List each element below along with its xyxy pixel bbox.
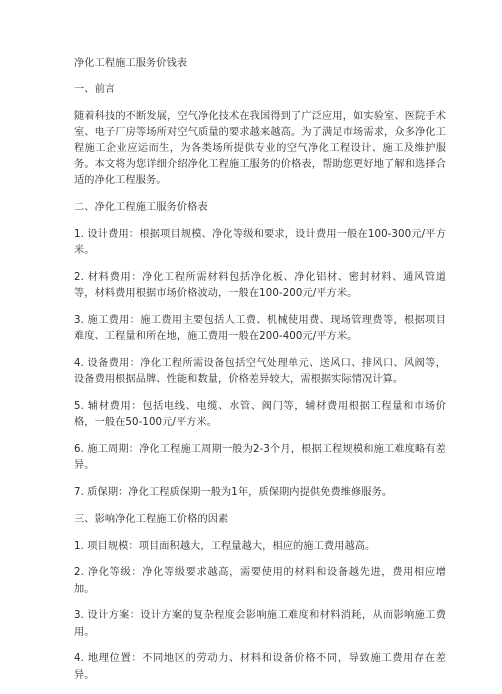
list-item-auxiliary-fee: 5. 辅材费用：包括电线、电缆、水管、阀门等，辅材费用根据工程量和市场价格，一般在50-100元/平方米。 — [74, 401, 446, 429]
list-item-construction-fee: 3. 施工费用：施工费用主要包括人工费、机械使用费、现场管理费等，根据项目难度、工程量和所在地，施工费用一般在200-400元/平方米。 — [74, 315, 446, 343]
list-item-location: 4. 地理位置：不同地区的劳动力、材料和设备价格不同，导致施工费用存在差异。 — [74, 653, 446, 681]
list-item-warranty: 7. 质保期：净化工程质保期一般为1年，质保期内提供免费维修服务。 — [74, 487, 393, 498]
list-item-design-fee: 1. 设计费用：根据项目规模、净化等级和要求，设计费用一般在100-300元/平方米。 — [74, 229, 446, 257]
document-title: 净化工程施工服务价钱表 — [74, 58, 188, 69]
document-body — [74, 56, 446, 694]
section-heading-price-list: 二、净化工程施工服务价格表 — [74, 202, 208, 214]
list-item-project-scale: 1. 项目规模：项目面积越大，工程量越大，相应的施工费用越高。 — [74, 540, 376, 552]
section-heading-preface: 一、前言 — [74, 83, 116, 95]
list-item-purification-level: 2. 净化等级：净化等级要求越高，需要使用的材料和设备越先进，费用相应增加。 — [74, 567, 446, 595]
section-heading-factors: 三、影响净化工程施工价格的因素 — [74, 513, 229, 525]
list-item-equipment-fee: 4. 设备费用：净化工程所需设备包括空气处理单元、送风口、排风口、风阀等，设备费用根据品牌、性能和数量，价格差异较大，需根据实际情况计算。 — [74, 358, 446, 386]
list-item-material-fee: 2. 材料费用：净化工程所需材料包括净化板、净化铝材、密封材料、通风管道等，材料费用根据市场价格波动，一般在100-200元/平方米。 — [74, 272, 446, 300]
list-item-construction-period: 6. 施工周期：净化工程施工周期一般为2-3个月，根据工程规模和施工难度略有差异。 — [74, 444, 446, 472]
list-item-design-plan: 3. 设计方案：设计方案的复杂程度会影响施工难度和材料消耗，从而影响施工费用。 — [74, 610, 446, 638]
paragraph: 随着科技的不断发展，空气净化技术在我国得到了广泛应用，如实验室、医院手术室、电子厂房等场所对空气质量的要求越来越高。为了满足市场需求，众多净化工程施工企业应运而生，为各类场所提供专业的空气净化工程设计、施工及维护服务。本文将为您详细介绍净化工程施工服务的价格表，帮助您更好地了解和选择合适的净化工程服务。 — [74, 110, 446, 187]
